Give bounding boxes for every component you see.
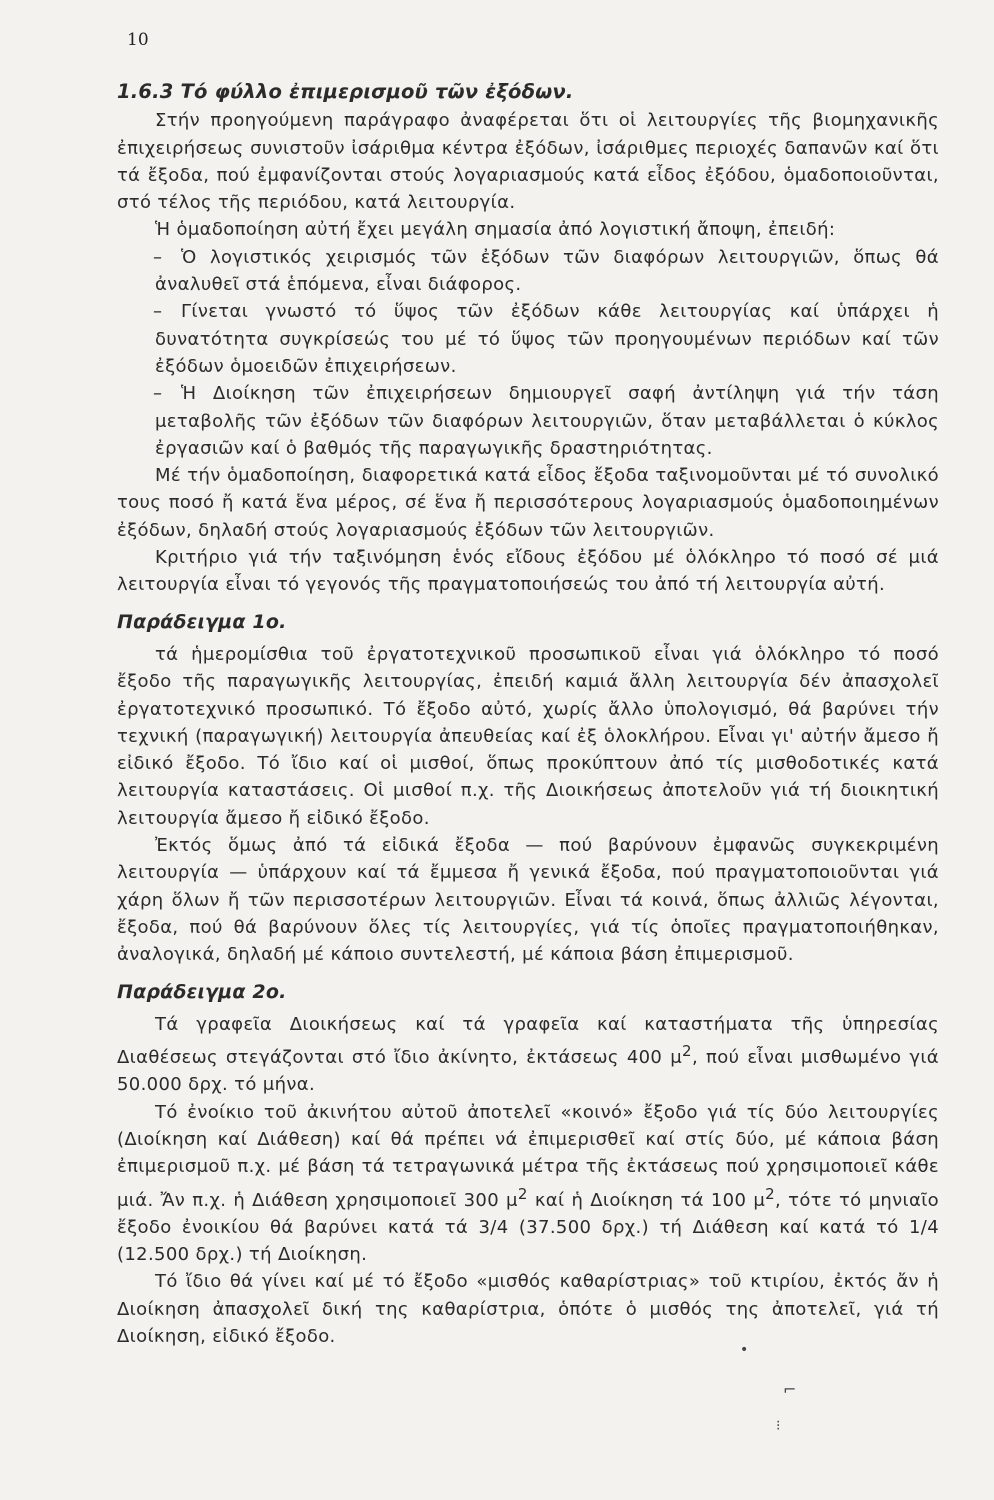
paragraph-intro: Στήν προηγούμενη παράγραφο ἀναφέρεται ὅτι οἱ λειτουργίες τῆς βιομηχανικῆς ἐπιχειρήσεως συνιστοῦν ἰσάριθμα κέντρα ἐξόδων, ἰσάριθμες περιοχές δαπανῶν καί ὅτι τά ἔξοδα, πού ἐμφανίζονται στούς λογαριασμούς κατά εἶδος ἐξόδου, ὁμαδοποιοῦνται, στό τέλος τῆς περιόδου, κατά λειτουργία. [117, 110, 939, 214]
superscript: 2 [517, 1184, 528, 1203]
reasons-list [117, 244, 939, 462]
text-run: Τά γραφεῖα Διοικήσεως καί τά γραφεῖα καί καταστήματα τῆς ὑπηρεσίας Διαθέσεως στεγάζονται στό ἴδιο ἀκίνητο, ἐκτάσεως 400 μ [117, 1013, 939, 1069]
ink-mark: ⁝ [776, 1418, 781, 1434]
text-run: καί ἡ Διοίκηση τά 100 μ [527, 1189, 766, 1211]
example-2-paragraph-allocation [117, 1099, 939, 1269]
ink-mark: ⌐ [783, 1380, 797, 1399]
example-2-paragraph-cleaner: Τό ἴδιο θά γίνει καί μέ τό ἔξοδο «μισθός καθαρίστριας» τοῦ κτιρίου, ἐκτός ἄν ἡ Διοίκηση ἀπασχολεῖ δική της καθαρίστρια, ὁπότε ὁ μισθός της ἀποτελεῖ, γιά τή Διοίκηση, εἰδικό ἔξοδο. [117, 1271, 939, 1348]
list-item [117, 298, 939, 380]
page-number: 10 [127, 30, 149, 50]
list-dash: – [153, 383, 163, 405]
paragraph-grouping: Μέ τήν ὁμαδοποίηση, διαφορετικά κατά εἶδος ἔξοδα ταξινομοῦνται μέ τό συνολικό τους ποσό ἤ κατά ἕνα μέρος, σέ ἕνα ἤ περισσότερους λογαριασμούς ὁμαδοποιημένων ἐξόδων, δηλαδή στούς λογαριασμούς ἐξόδων τῶν λειτουργιῶν. [117, 465, 939, 541]
example-1-paragraph: τά ἡμερομίσθια τοῦ ἐργατοτεχνικοῦ προσωπικοῦ εἶναι γιά ὁλόκληρο τό ποσό ἔξοδο τῆς παραγωγικῆς λειτουργίας, ἐπειδή καμιά ἄλλη λειτουργία δέν ἀπασχολεῖ ἐργατοτεχνικό προσωπικό. Τό ἔξοδο αὐτό, χωρίς ἄλλο ὑπολογισμό, θά βαρύνει τήν τεχνική (παραγωγική) λειτουργία ἀπευθείας καί ἐξ ὁλοκλήρου. Εἶναι γι' αὐτήν ἄμεσο ἤ εἰδικό ἔξοδο. Τό ἴδιο καί οἱ μισθοί, ὅπως προκύπτουν ἀπό τίς μισθοδοτικές κατά λειτουργία καταστάσεις. Οἱ μισθοί π.χ. τῆς Διοικήσεως ἀποτελοῦν γιά τή διοικητική λειτουργία ἄμεσο ἤ εἰδικό ἔξοδο. [117, 643, 939, 829]
example-1-paragraph-indirect: Ἐκτός ὅμως ἀπό τά εἰδικά ἔξοδα — πού βαρύνουν ἐμφανῶς συγκεκριμένη λειτουργία — ὑπάρχουν καί τά ἔμμεσα ἤ γενικά ἔξοδα, πού πραγματοποιοῦνται γιά χάρη ὅλων ἤ τῶν περισσοτέρων λειτουργιῶν. Εἶναι τά κοινά, ὅπως ἀλλιῶς λέγονται, ἔξοδα, πού θά βαρύνουν ὅλες τίς λειτουργίες, γιά τίς ὁποῖες πραγματοποιήθηκαν, ἀναλογικά, δηλαδή μέ κάποιο συντελεστή, μέ κάποια βάση ἐπιμερισμοῦ. [117, 835, 939, 966]
example-1-heading: Παράδειγμα 1ο. [117, 610, 287, 633]
list-item [117, 380, 939, 462]
text-run: , τότε τό μηνιαῖο ἔξοδο ἐνοικίου θά βαρύνει κατά τά 3/4 (37.500 δρχ.) τή Διάθεση καί κατά τό 1/4 (12.500 δρχ.) τή Διοίκηση. [117, 1189, 940, 1266]
example-2-paragraph-rent [117, 1011, 939, 1099]
text-run: Τό ἐνοίκιο τοῦ ἀκινήτου αὐτοῦ ἀποτελεῖ «κοινό» ἔξοδο γιά τίς δύο λειτουργίες (Διοίκηση καί Διάθεση) καί θά πρέπει νά ἐπιμερισθεῖ καί στίς δύο, μέ κάποια βάση ἐπιμερισμοῦ π.χ. μέ βάση τά τετραγωνικά μέτρα τῆς ἐκτάσεως πού χρησιμοποιεῖ κάθε μιά. Ἄν π.χ. ἡ Διάθεση χρησιμοποιεῖ 300 μ [117, 1101, 939, 1211]
ink-dot: • [740, 1342, 749, 1358]
list-item [117, 244, 939, 299]
superscript: 2 [765, 1184, 776, 1203]
list-dash: – [153, 301, 163, 323]
list-item-text: Ἡ Διοίκηση τῶν ἐπιχειρήσεων δημιουργεῖ σαφή ἀντίληψη γιά τήν τάση μεταβολῆς τῶν ἐξόδων τῶν διαφόρων λειτουργιῶν, ὅταν μεταβάλλεται ὁ κύκλος ἐργασιῶν καί ὁ βαθμός τῆς παραγωγικῆς δραστηριότητας. [155, 383, 939, 459]
section-title: 1.6.3 Τό φύλλο ἐπιμερισμοῦ τῶν ἐξόδων. [117, 80, 574, 103]
text-run: , πού εἶναι μισθωμένο γιά 50.000 δρχ. τό μήνα. [117, 1047, 939, 1096]
page-content [117, 78, 939, 1350]
superscript: 2 [682, 1042, 692, 1061]
example-2-heading: Παράδειγμα 2ο. [117, 980, 287, 1003]
list-item-text: Γίνεται γνωστό τό ὕψος τῶν ἐξόδων κάθε λειτουργίας καί ὑπάρχει ἡ δυνατότητα συγκρίσεώς του μέ τό ὕψος τῶν προηγουμένων περιόδων καί τῶν ἐξόδων ὁμοειδῶν ἐπιχειρήσεων. [155, 301, 939, 377]
paragraph-criterion: Κριτήριο γιά τήν ταξινόμηση ἑνός εἴδους ἐξόδου μέ ὁλόκληρο τό ποσό σέ μιά λειτουργία εἶναι τό γεγονός τῆς πραγματοποιήσεώς του ἀπό τή λειτουργία αὐτή. [117, 547, 939, 596]
paragraph-importance: Ἡ ὁμαδοποίηση αὐτή ἔχει μεγάλη σημασία ἀπό λογιστική ἄποψη, ἐπειδή: [155, 219, 836, 241]
list-dash: – [153, 246, 163, 268]
list-item-text: Ὁ λογιστικός χειρισμός τῶν ἐξόδων τῶν διαφόρων λειτουργιῶν, ὅπως θά ἀναλυθεῖ στά ἑπόμενα, εἶναι διάφορος. [155, 246, 939, 296]
